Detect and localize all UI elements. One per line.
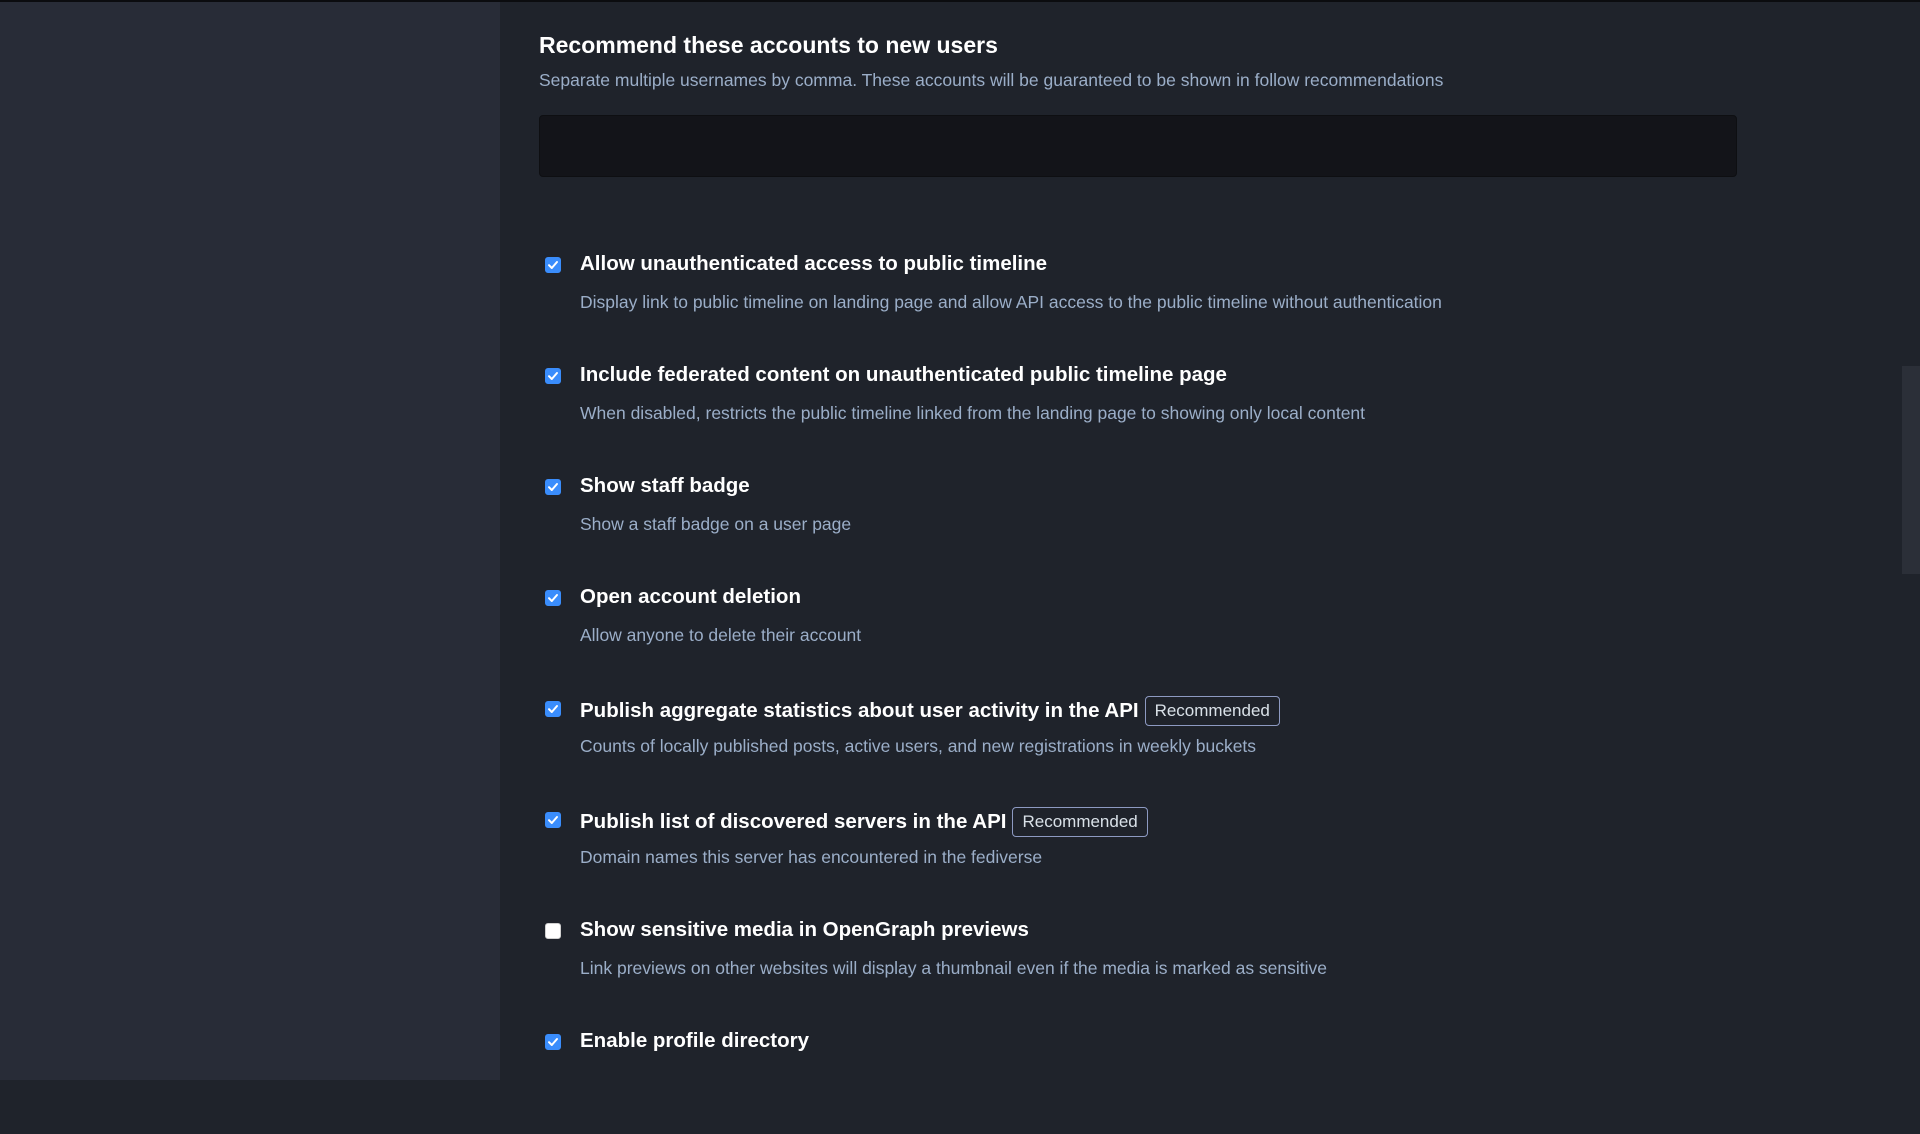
option-label[interactable] [580,252,1047,276]
recommended-badge: Recommended [1145,696,1280,726]
checkmark-icon [547,814,559,826]
checkmark-icon [547,481,559,493]
staff-badge-checkbox[interactable] [545,479,561,495]
checkmark-icon [547,1036,559,1048]
recommend-accounts-title: Recommend these accounts to new users [539,32,998,58]
option-label[interactable] [580,1029,809,1053]
option-label[interactable] [580,918,1029,942]
option-sensitive-media-previews [539,918,1741,1023]
recommended-badge: Recommended [1012,807,1147,837]
public-timeline-access-checkbox[interactable] [545,257,561,273]
aggregate-statistics-checkbox[interactable] [545,701,561,717]
option-label[interactable] [580,807,1148,837]
option-discovered-servers [539,812,1741,912]
checkmark-icon [547,703,559,715]
checkmark-icon [547,592,559,604]
account-deletion-checkbox[interactable] [545,590,561,606]
option-federated-content [539,363,1741,468]
option-hint: Link previews on other websites will display a thumbnail even if the media is marked as sensitive [580,958,1328,978]
federated-content-checkbox[interactable] [545,368,561,384]
option-profile-directory [539,1029,1741,1134]
option-hint: Counts of locally published posts, active users, and new registrations in weekly buckets [580,736,1257,756]
recommend-accounts-hint: Separate multiple usernames by comma. These accounts will be guaranteed to be shown in follow recommendations [539,70,1444,90]
option-hint: Display link to public timeline on landing page and allow API access to the public timeline without authentication [580,292,1442,312]
option-label-text: Show staff badge [580,474,750,497]
option-label-text: Show sensitive media in OpenGraph previews [580,918,1029,941]
option-account-deletion [539,585,1741,690]
option-label-text: Allow unauthenticated access to public timeline [580,252,1048,275]
option-aggregate-statistics [539,701,1741,801]
checkmark-icon [547,259,559,271]
recommend-accounts-input[interactable] [539,115,1737,177]
checkmark-icon [547,370,559,382]
option-label-text: Open account deletion [580,585,801,608]
option-label[interactable] [580,585,801,609]
option-label-text: Publish aggregate statistics about user activity in the API [580,699,1139,722]
option-label[interactable] [580,363,1227,387]
option-label[interactable] [580,696,1280,726]
option-label-text: Publish list of discovered servers in the API [580,810,1007,833]
settings-main [500,2,1920,1080]
option-hint: Allow anyone to delete their account [580,625,862,645]
option-label[interactable] [580,474,750,498]
option-public-timeline-access [539,252,1741,357]
sidebar [0,2,500,1080]
option-hint: When disabled, restricts the public timeline linked from the landing page to showing only local content [580,403,1366,423]
option-hint: Domain names this server has encountered in the fediverse [580,847,1043,867]
discovered-servers-checkbox[interactable] [545,812,561,828]
option-hint: Show a staff badge on a user page [580,514,852,534]
option-label-text: Enable profile directory [580,1029,809,1052]
sensitive-media-previews-checkbox[interactable] [545,923,561,939]
option-staff-badge [539,474,1741,579]
profile-directory-checkbox[interactable] [545,1034,561,1050]
scrollbar-thumb[interactable] [1902,366,1920,574]
option-label-text: Include federated content on unauthenticated public timeline page [580,363,1227,386]
